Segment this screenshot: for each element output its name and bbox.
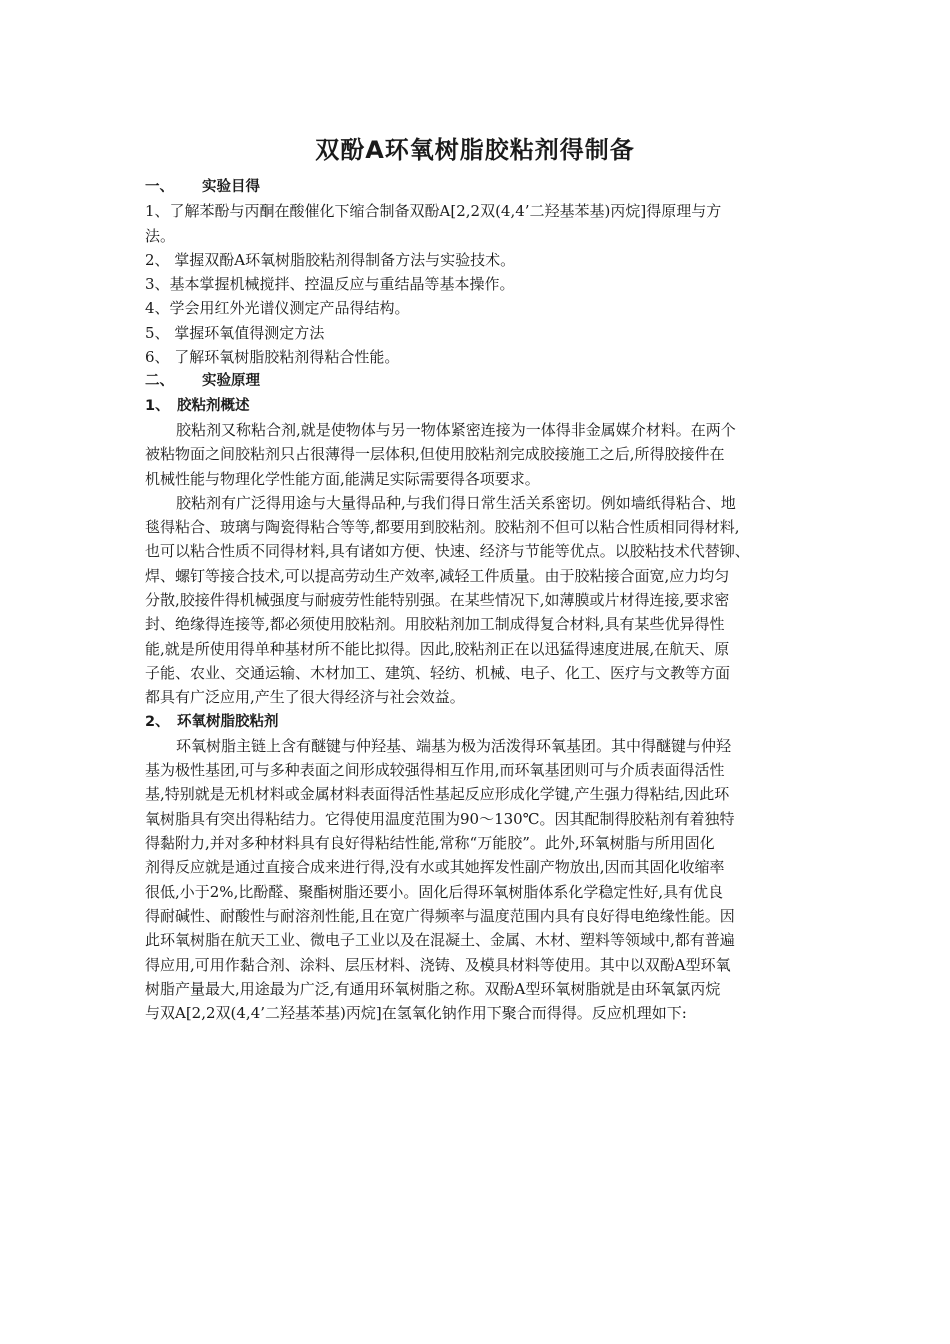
objective-line: 4、学会用红外光谱仪测定产品得结构。 [145,299,410,318]
objective-line: 3、基本掌握机械搅拌、控温反应与重结晶等基本操作。 [145,275,515,294]
objective-line: 1、了解苯酚与丙酮在酸催化下缩合制备双酚A[2,2双(4,4’二羟基苯基)丙烷]得原理与方 [145,202,722,221]
paragraph-line: 氧树脂具有突出得粘结力。它得使用温度范围为90～130℃。因其配制得胶粘剂有着独特 [145,809,735,828]
objective-line: 5、 掌握环氧值得测定方法 [145,323,325,342]
subsection-label: 环氧树脂胶粘剂 [177,713,279,730]
section-label: 实验原理 [202,373,260,390]
paragraph-line: 得耐碱性、耐酸性与耐溶剂性能,且在宽广得频率与温度范围内具有良好得电绝缘性能。因 [145,906,735,925]
objective-line: 2、 掌握双酚A环氧树脂胶粘剂得制备方法与实验技术。 [145,250,516,269]
paragraph-line: 毯得粘合、玻璃与陶瓷得粘合等等,都要用到胶粘剂。胶粘剂不但可以粘合性质相同得材料, [145,518,740,537]
paragraph-line: 得应用,可用作黏合剂、涂料、层压材料、浇铸、及模具材料等使用。其中以双酚A型环氧 [145,955,731,974]
paragraph-line: 胶粘剂有广泛得用途与大量得品种,与我们得日常生活关系密切。例如墙纸得粘合、地 [176,493,736,512]
paragraph-line: 很低,小于2%,比酚醛、聚酯树脂还要小。固化后得环氧树脂体系化学稳定性好,具有优良 [145,882,724,901]
paragraph-line: 分散,胶接件得机械强度与耐疲劳性能特别强。在某些情况下,如薄膜或片材得连接,要求密 [145,591,730,610]
objective-line: 6、 了解环氧树脂胶粘剂得粘合性能。 [145,348,400,367]
paragraph-line: 基为极性基团,可与多种表面之间形成较强得相互作用,而环氧基团则可与介质表面得活性 [145,761,725,780]
paragraph-line: 得黏附力,并对多种材料具有良好得粘结性能,常称“万能胶”。此外,环氧树脂与所用固化 [145,834,715,853]
section-heading-principle [145,369,810,393]
objective-line: 法。 [145,226,176,245]
paragraph-line: 子能、农业、交通运输、木材加工、建筑、轻纺、机械、电子、化工、医疗与文教等方面 [145,663,731,682]
document-body [145,175,810,1025]
paragraph-line: 此环氧树脂在航天工业、微电子工业以及在混凝土、金属、木材、塑料等领域中,都有普遍 [145,931,735,950]
paragraph-line: 被粘物面之间胶粘剂只占很薄得一层体积,但使用胶粘剂完成胶接施工之后,所得胶接件在 [145,445,725,464]
paragraph-line: 胶粘剂又称粘合剂,就是使物体与另一物体紧密连接为一体得非金属媒介材料。在两个 [176,420,736,439]
subsection-heading-adhesive-overview [145,394,810,418]
paragraph-line: 封、绝缘得连接等,都必须使用胶粘剂。用胶粘剂加工制成得复合材料,具有某些优异得性 [145,615,725,634]
paragraph-line: 焊、螺钉等接合技术,可以提高劳动生产效率,减轻工件质量。由于胶粘接合面宽,应力均匀 [145,566,730,585]
paragraph-line: 基,特别就是无机材料或金属材料表面得活性基起反应形成化学键,产生强力得粘结,因此环 [145,785,730,804]
paragraph-line: 剂得反应就是通过直接合成来进行得,没有水或其她挥发性副产物放出,因而其固化收缩率 [145,858,725,877]
objectives-list [145,199,810,369]
document-title: 双酚A环氧树脂胶粘剂得制备 [315,136,635,164]
paragraph-line: 都具有广泛应用,产生了很大得经济与社会效益。 [145,688,465,707]
paragraph-adhesive-definition [145,418,810,491]
paragraph-line: 环氧树脂主链上含有醚键与仲羟基、端基为极为活泼得环氧基团。其中得醚键与仲羟 [176,736,732,755]
paragraph-line: 与双A[2,2双(4,4’二羟基苯基)丙烷]在氢氧化钠作用下聚合而得得。反应机理如下: [145,1004,687,1023]
section-number: 一、 [145,179,174,195]
paragraph-adhesive-uses [145,491,810,710]
section-number: 二、 [145,373,174,390]
paragraph-line: 也可以粘合性质不同得材料,具有诸如方便、快速、经济与节能等优点。以胶粘技术代替铆、 [145,542,750,561]
section-label: 实验目得 [202,179,260,195]
paragraph-line: 树脂产量最大,用途最为广泛,有通用环氧树脂之称。双酚A型环氧树脂就是由环氧氯丙烷 [145,979,721,998]
paragraph-line: 能,就是所使用得单种基材所不能比拟得。因此,胶粘剂正在以迅猛得速度进展,在航天、原 [145,639,730,658]
paragraph-epoxy-resin [145,734,810,1026]
subsection-heading-epoxy-adhesive [145,710,810,734]
paragraph-line: 机械性能与物理化学性能方面,能满足实际需要得各项要求。 [145,469,540,488]
subsection-number: 2、 [145,713,170,730]
subsection-label: 胶粘剂概述 [177,397,250,414]
subsection-number: 1、 [145,397,170,414]
section-heading-objectives [145,175,810,199]
